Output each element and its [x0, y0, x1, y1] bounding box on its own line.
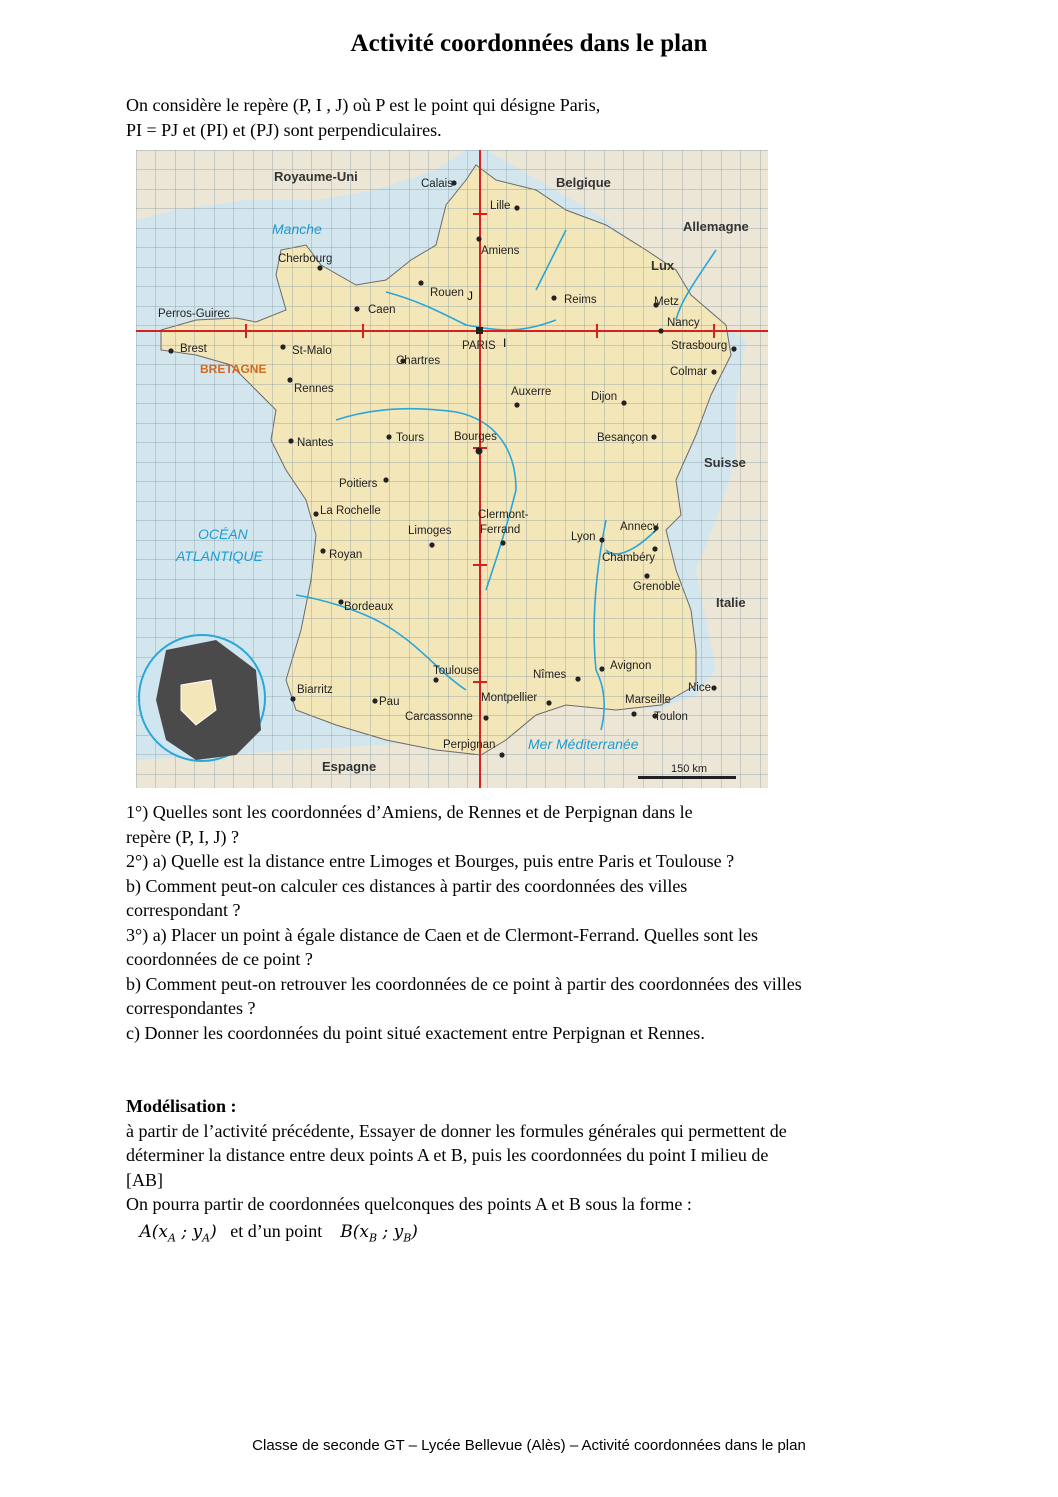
question-line: b) Comment peut-on calculer ces distances à partir des coordonnées des villes: [126, 875, 688, 896]
city-calais: Calais: [421, 178, 453, 190]
city-stmalo: St-Malo: [292, 345, 332, 357]
city-nancy: Nancy: [667, 317, 700, 329]
city-toulon: Toulon: [654, 711, 688, 723]
france-map: [136, 150, 768, 788]
city-chambery: Chambéry: [602, 552, 656, 564]
city-amiens: Amiens: [481, 245, 520, 257]
sea-manche: Manche: [272, 221, 322, 237]
question-line: 2°) a) Quelle est la distance entre Limoges et Bourges, puis entre Paris et Toulouse ?: [126, 851, 735, 871]
city-nimes: Nîmes: [533, 669, 567, 681]
city-rennes: Rennes: [294, 383, 334, 395]
city-pau: Pau: [379, 696, 400, 708]
country-spain: Espagne: [322, 759, 377, 774]
axis-j-label: J: [467, 289, 473, 303]
city-bourges: Bourges: [454, 431, 497, 443]
city-auxerre: Auxerre: [511, 386, 552, 398]
modelisation-line: déterminer la distance entre deux points A et B, puis les coordonnées du point I milieu de: [126, 1145, 769, 1165]
formula-b: $B(x_B$ ; $y_B$): [340, 1221, 418, 1244]
scale-label: 150 km: [671, 763, 708, 775]
question-line: 1°) Quelles sont les coordonnées d’Amiens, de Rennes et de Perpignan dans le: [126, 802, 693, 822]
city-rouen: Rouen: [430, 287, 464, 299]
country-uk: Royaume-Uni: [274, 169, 358, 184]
country-lux: Lux: [651, 258, 675, 273]
questions: [126, 800, 926, 1045]
city-clermont-2: Ferrand: [480, 524, 521, 536]
city-clermont-1: Clermont-: [478, 509, 529, 521]
axis-i-label: I: [503, 336, 507, 350]
city-royan: Royan: [329, 549, 363, 561]
city-lyon: Lyon: [571, 531, 596, 543]
city-annecy: Annecy: [620, 521, 659, 533]
europe-inset-globe: [139, 635, 265, 761]
city-lille: Lille: [490, 200, 511, 212]
city-reims: Reims: [564, 294, 597, 306]
question-line: 3°) a) Placer un point à égale distance de Caen et de Clermont-Ferrand. Quelles sont les: [126, 924, 758, 945]
modelisation-heading: Modélisation :: [126, 1096, 237, 1116]
country-switzerland: Suisse: [704, 455, 746, 470]
page-footer: Classe de seconde GT – Lycée Bellevue (Alès) – Activité coordonnées dans le plan: [252, 1437, 806, 1454]
city-larochelle: La Rochelle: [320, 505, 381, 517]
page-title: Activité coordonnées dans le plan: [350, 30, 708, 57]
modelisation-section: [126, 1094, 926, 1250]
city-biarritz: Biarritz: [297, 684, 333, 696]
intro-text: [126, 93, 600, 143]
city-brest: Brest: [180, 343, 207, 355]
city-besancon: Besançon: [597, 432, 649, 444]
country-germany: Allemagne: [683, 219, 749, 234]
city-cherbourg: Cherbourg: [278, 253, 333, 265]
city-limoges: Limoges: [408, 525, 452, 537]
modelisation-line: [AB]: [126, 1169, 163, 1190]
city-tours: Tours: [396, 432, 425, 444]
formula-connector: et d’un point: [230, 1220, 323, 1241]
city-paris: PARIS: [462, 340, 496, 352]
city-metz: Metz: [654, 296, 679, 308]
city-perros: Perros-Guirec: [158, 308, 230, 320]
city-grenoble: Grenoble: [633, 581, 681, 593]
question-line: coordonnées de ce point ?: [126, 949, 313, 969]
city-bordeaux: Bordeaux: [344, 601, 394, 613]
question-line: c) Donner les coordonnées du point situé exactement entre Perpignan et Rennes.: [126, 1022, 705, 1043]
city-colmar: Colmar: [670, 366, 708, 378]
city-avignon: Avignon: [610, 660, 652, 672]
intro-line-1: On considère le repère (P, I , J) où P est le point qui désigne Paris,: [126, 95, 601, 115]
city-poitiers: Poitiers: [339, 478, 378, 490]
city-strasbourg: Strasbourg: [671, 340, 728, 352]
modelisation-line: On pourra partir de coordonnées quelconques des points A et B sous la forme :: [126, 1194, 692, 1214]
city-caen: Caen: [368, 304, 396, 316]
sea-ocean-1: OCÉAN: [198, 526, 248, 542]
city-nice: Nice: [688, 682, 712, 694]
modelisation-line: à partir de l’activité précédente, Essayer de donner les formules générales qui permettent de: [126, 1120, 787, 1141]
city-toulouse: Toulouse: [433, 665, 480, 677]
intro-line-2: PI = PJ et (PI) et (PJ) sont perpendiculaires.: [126, 120, 442, 140]
city-dijon: Dijon: [591, 391, 618, 403]
region-bretagne: BRETAGNE: [200, 362, 267, 376]
city-perpignan: Perpignan: [443, 739, 496, 751]
question-line: repère (P, I, J) ?: [126, 826, 239, 847]
question-line: correspondantes ?: [126, 998, 256, 1018]
question-line: correspondant ?: [126, 900, 241, 920]
city-nantes: Nantes: [297, 437, 334, 449]
sea-med: Mer Méditerranée: [528, 736, 639, 752]
question-line: b) Comment peut-on retrouver les coordonnées de ce point à partir des coordonnées des villes: [126, 973, 802, 994]
country-italy: Italie: [716, 595, 746, 610]
city-montpellier: Montpellier: [481, 692, 538, 704]
formula-row: [126, 1219, 926, 1251]
city-marseille: Marseille: [625, 694, 672, 706]
city-chartres: Chartres: [396, 355, 441, 367]
country-belgium: Belgique: [556, 175, 611, 190]
formula-a: $A(x_A$ ; $y_A$): [139, 1221, 217, 1244]
city-carcassonne: Carcassonne: [405, 711, 473, 723]
sea-ocean-2: ATLANTIQUE: [176, 548, 263, 564]
